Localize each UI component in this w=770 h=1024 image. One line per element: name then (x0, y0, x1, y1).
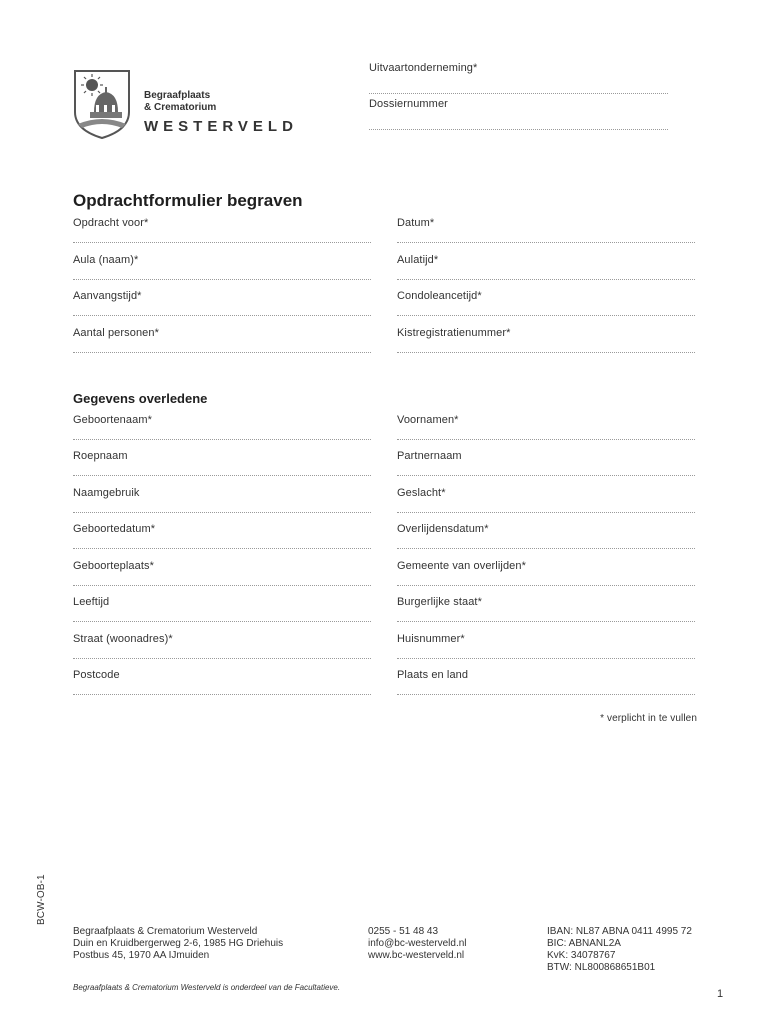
logo-line-2: & Crematorium (144, 102, 217, 113)
field-gender[interactable] (397, 487, 695, 521)
logo (72, 68, 332, 142)
funeral-company-field[interactable] (369, 93, 668, 94)
footer-btw: BTW: NL800868651B01 (547, 962, 656, 973)
field-place-of-birth[interactable] (73, 560, 371, 594)
westerveld-crest-icon (72, 68, 132, 140)
field-postcode[interactable] (73, 669, 371, 703)
page-number: 1 (717, 988, 724, 1000)
deceased-section-title: Gegevens overledene (73, 391, 208, 406)
field-line[interactable] (73, 352, 371, 353)
required-note: * verplicht in te vullen (600, 713, 697, 724)
field-coffin-registration-number[interactable] (397, 327, 695, 361)
field-label: Kistregistratienummer* (397, 327, 511, 339)
field-line[interactable] (397, 548, 695, 549)
footer-website[interactable]: www.bc-westerveld.nl (368, 950, 465, 961)
field-line[interactable] (397, 585, 695, 586)
field-aula-name[interactable] (73, 254, 371, 288)
field-line[interactable] (73, 621, 371, 622)
footer-contact (368, 926, 467, 962)
field-label: Partnernaam (397, 450, 462, 462)
field-label: Geboorteplaats* (73, 560, 154, 572)
field-label: Burgerlijke staat* (397, 596, 482, 608)
field-label: Leeftijd (73, 596, 110, 608)
field-label: Gemeente van overlijden* (397, 560, 526, 572)
field-line[interactable] (397, 621, 695, 622)
field-line[interactable] (397, 315, 695, 316)
field-label: Aanvangstijd* (73, 290, 142, 302)
field-label: Condoleancetijd* (397, 290, 482, 302)
field-line[interactable] (397, 475, 695, 476)
footer-note: Begraafplaats & Crematorium Westerveld is onderdeel van de Facultatieve. (73, 983, 341, 992)
field-label: Geboortedatum* (73, 523, 156, 535)
footer-address-line: Duin en Kruidbergerweg 2-6, 1985 HG Driehuis (73, 938, 284, 949)
footer-address-line: Postbus 45, 1970 AA IJmuiden (73, 950, 210, 961)
field-label: Opdracht voor* (73, 217, 149, 229)
field-calling-name[interactable] (73, 450, 371, 484)
field-label: Naamgebruik (73, 487, 140, 499)
field-number-of-people[interactable] (73, 327, 371, 361)
footer-kvk: KvK: 34078767 (547, 950, 616, 961)
funeral-company-label: Uitvaartonderneming* (369, 62, 478, 74)
field-age[interactable] (73, 596, 371, 630)
footer-iban: IBAN: NL87 ABNA 0411 4995 72 (547, 926, 692, 937)
field-line[interactable] (397, 279, 695, 280)
field-line[interactable] (73, 279, 371, 280)
field-line[interactable] (397, 439, 695, 440)
field-label: Geslacht* (397, 487, 446, 499)
logo-line-1: Begraafplaats (144, 90, 211, 101)
field-street[interactable] (73, 633, 371, 667)
field-line[interactable] (73, 439, 371, 440)
field-line[interactable] (73, 512, 371, 513)
field-place-and-country[interactable] (397, 669, 695, 703)
field-label: Plaats en land (397, 669, 469, 681)
field-label: Aulatijd* (397, 254, 439, 266)
form-title: Opdrachtformulier begraven (73, 191, 303, 210)
field-line[interactable] (397, 352, 695, 353)
side-document-code: BCW-OB-1 (36, 874, 47, 925)
footer-address-line: Begraafplaats & Crematorium Westerveld (73, 926, 258, 937)
field-date-of-birth[interactable] (73, 523, 371, 557)
field-line[interactable] (73, 658, 371, 659)
field-line[interactable] (73, 315, 371, 316)
field-house-number[interactable] (397, 633, 695, 667)
footer-bic: BIC: ABNANL2A (547, 938, 621, 949)
field-line[interactable] (397, 242, 695, 243)
field-label: Huisnummer* (397, 633, 465, 645)
field-line[interactable] (397, 512, 695, 513)
field-first-names[interactable] (397, 414, 695, 448)
field-line[interactable] (397, 658, 695, 659)
footer-bank (547, 926, 692, 974)
field-label: Voornamen* (397, 414, 459, 426)
footer-address (73, 926, 283, 962)
file-number-label: Dossiernummer (369, 98, 448, 110)
field-name-usage[interactable] (73, 487, 371, 521)
field-start-time[interactable] (73, 290, 371, 324)
field-partner-name[interactable] (397, 450, 695, 484)
field-birth-name[interactable] (73, 414, 371, 448)
field-label: Postcode (73, 669, 120, 681)
field-label: Roepnaam (73, 450, 128, 462)
field-date[interactable] (397, 217, 695, 251)
field-label: Overlijdensdatum* (397, 523, 489, 535)
field-label: Datum* (397, 217, 435, 229)
field-line[interactable] (73, 548, 371, 549)
footer-phone: 0255 - 51 48 43 (368, 926, 439, 937)
footer-email[interactable]: info@bc-westerveld.nl (368, 938, 467, 949)
field-label: Aantal personen* (73, 327, 159, 339)
field-label: Geboortenaam* (73, 414, 152, 426)
field-line[interactable] (73, 475, 371, 476)
field-line[interactable] (397, 694, 695, 695)
field-municipality-of-death[interactable] (397, 560, 695, 594)
field-line[interactable] (73, 585, 371, 586)
logo-name: WESTERVELD (144, 118, 298, 135)
field-condolence-time[interactable] (397, 290, 695, 324)
field-order-for[interactable] (73, 217, 371, 251)
field-marital-status[interactable] (397, 596, 695, 630)
field-label: Aula (naam)* (73, 254, 139, 266)
file-number-field[interactable] (369, 129, 668, 130)
field-line[interactable] (73, 694, 371, 695)
field-line[interactable] (73, 242, 371, 243)
field-aula-time[interactable] (397, 254, 695, 288)
field-label: Straat (woonadres)* (73, 633, 173, 645)
field-date-of-death[interactable] (397, 523, 695, 557)
